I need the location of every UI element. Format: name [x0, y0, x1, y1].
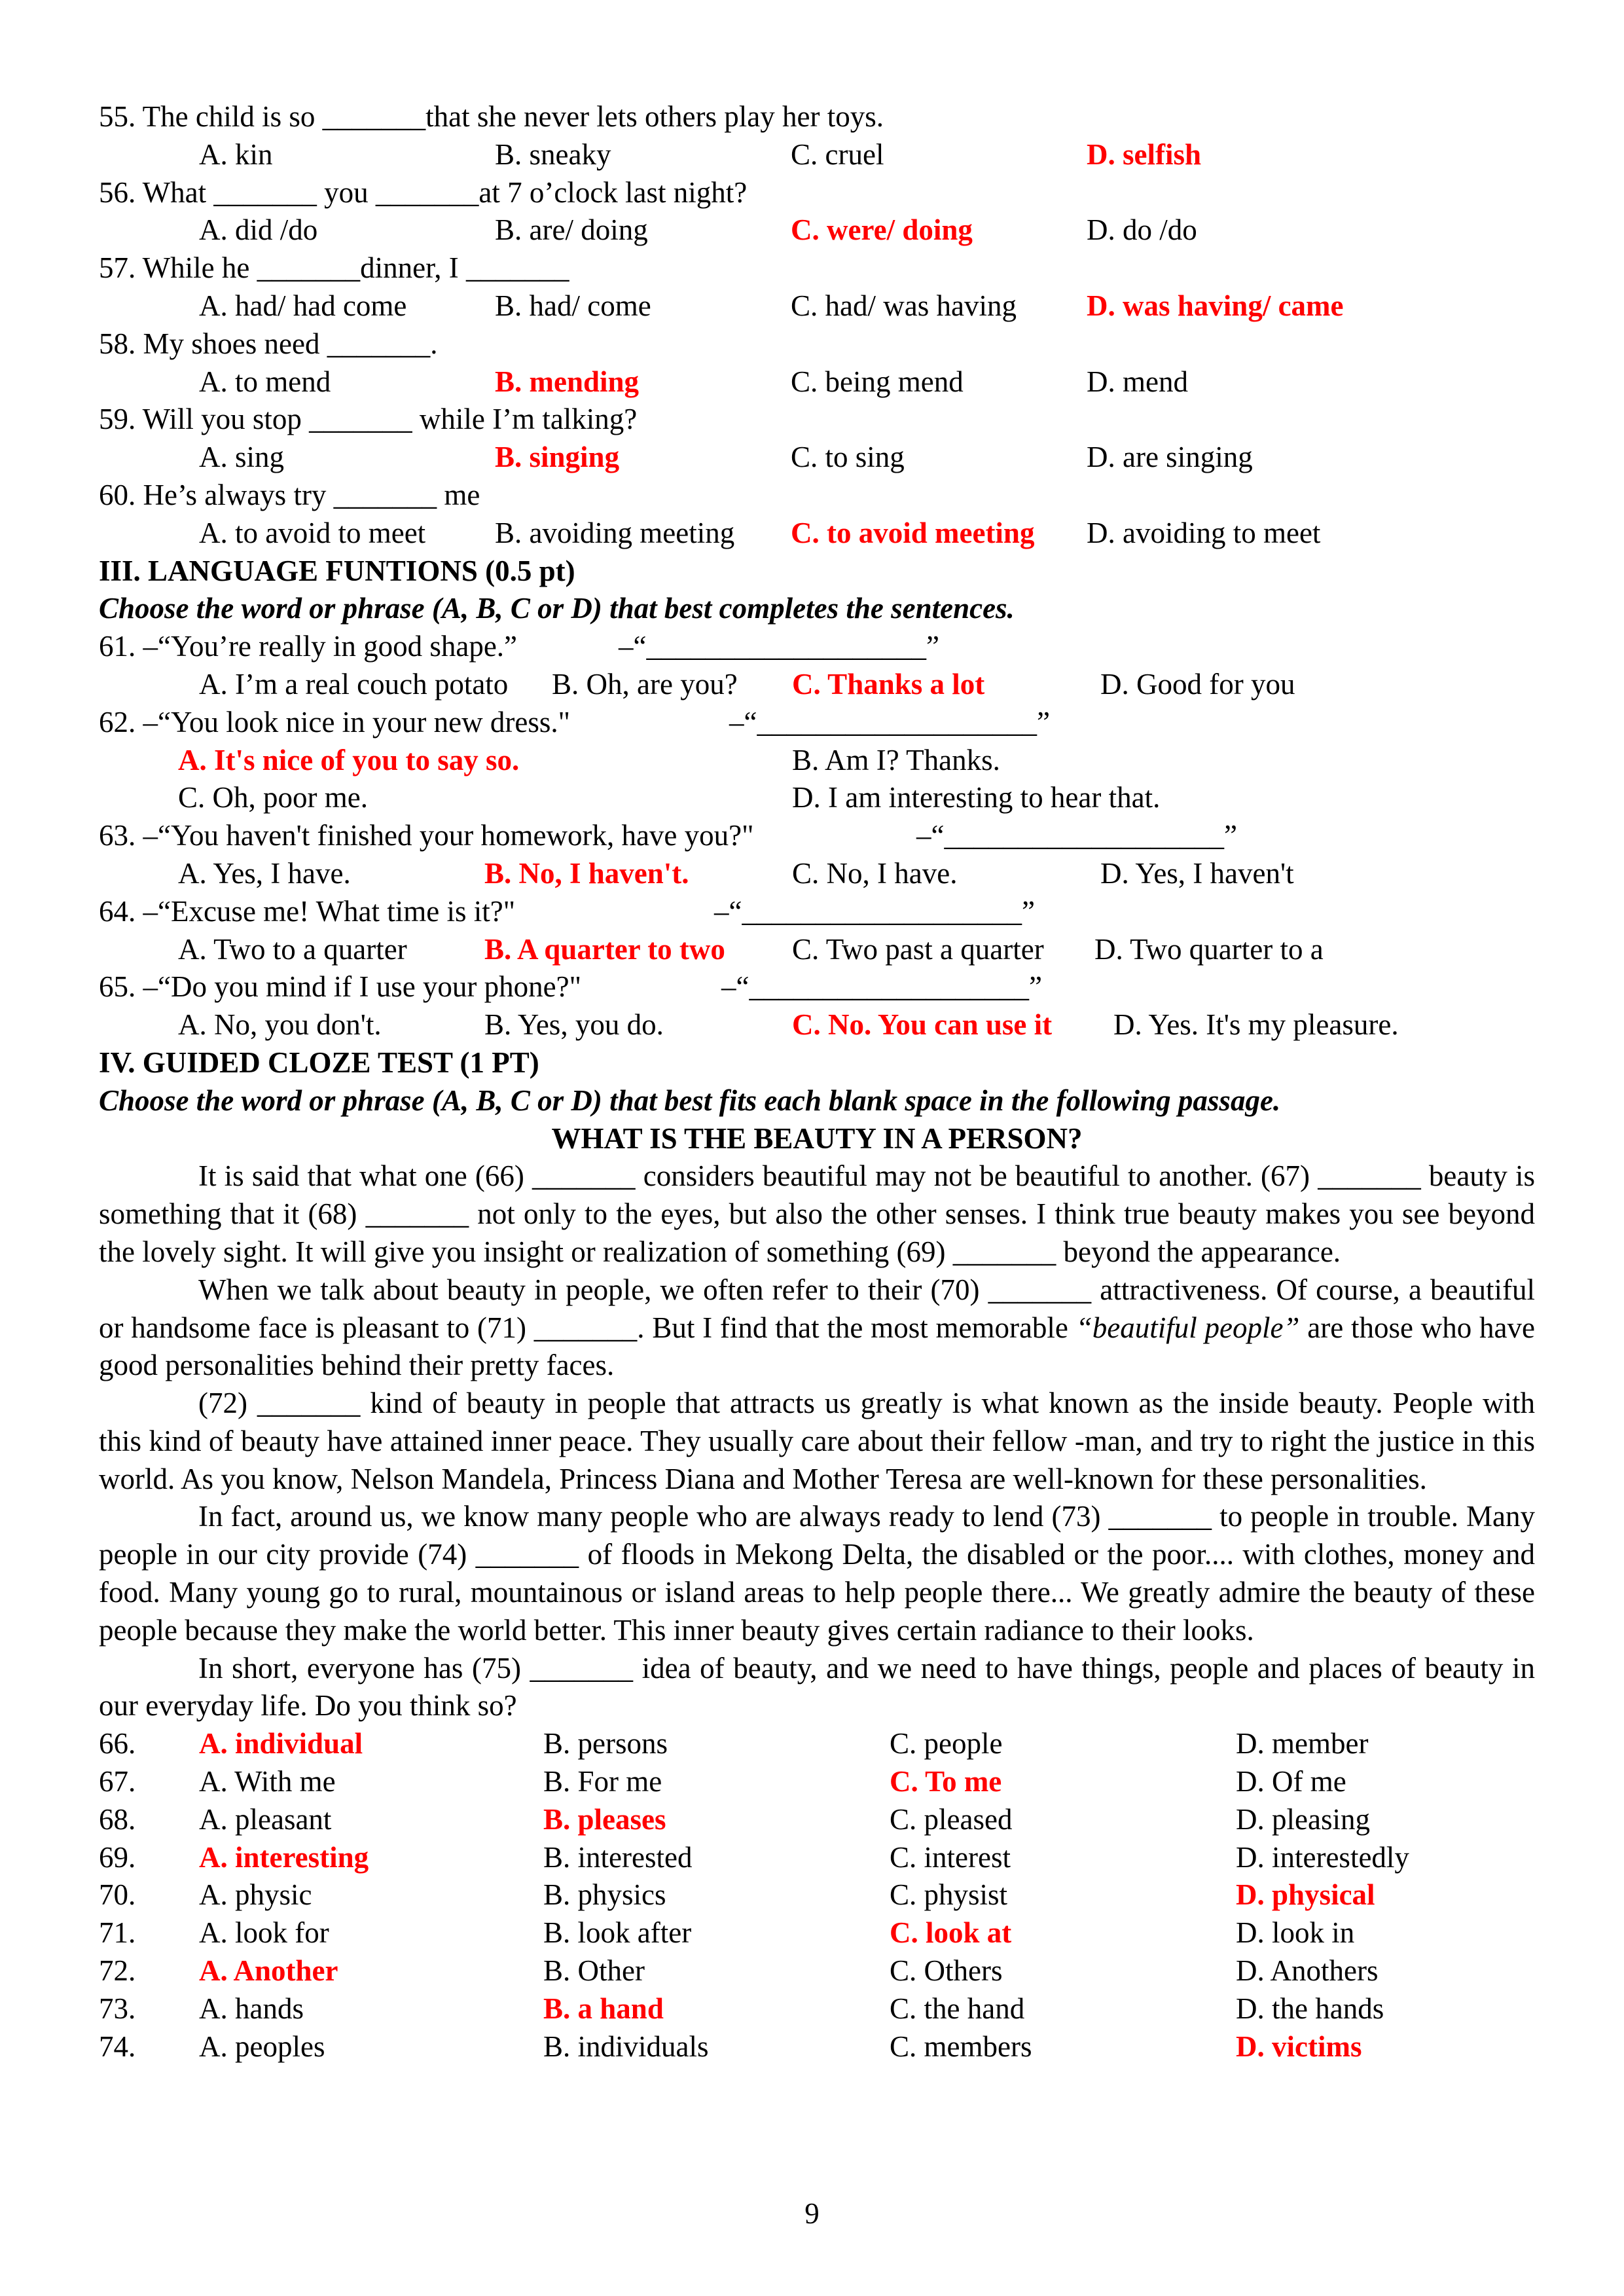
answer-option: A. sing — [199, 441, 285, 474]
question-row — [99, 742, 1535, 780]
question-row — [99, 174, 1535, 212]
correct-option: B. mending — [495, 365, 640, 398]
answer-option: D. member — [1236, 1727, 1369, 1760]
question-number: 69. — [99, 1840, 136, 1874]
answer-option: B. sneaky — [495, 137, 611, 171]
passage-paragraph: In short, everyone has (75) _______ idea of beauty, and we need to have things, people and places of beauty in our everyday life. Do you think so? — [99, 1651, 1535, 1722]
reply-blank: –“___________________” — [619, 630, 939, 663]
correct-option: A. Another — [199, 1954, 338, 1988]
question-stem: 62. –“You look nice in your new dress." — [99, 705, 570, 738]
section-heading-cloze: IV. GUIDED CLOZE TEST (1 PT) — [99, 1046, 539, 1079]
question-row — [99, 401, 1535, 439]
question-number: 66. — [99, 1727, 136, 1760]
answer-option: B. Oh, are you? — [552, 667, 738, 701]
answer-option: A. pleasant — [199, 1802, 332, 1836]
answer-option: B. are/ doing — [495, 213, 648, 247]
question-number: 70. — [99, 1878, 136, 1912]
correct-option: C. look at — [890, 1916, 1012, 1950]
question-number: 74. — [99, 2030, 136, 2063]
passage-title: WHAT IS THE BEAUTY IN A PERSON? — [551, 1121, 1083, 1155]
answer-option: D. look in — [1236, 1916, 1355, 1950]
answer-option: A. look for — [199, 1916, 329, 1950]
answer-option: D. Two quarter to a — [1094, 932, 1324, 966]
correct-option: A. It's nice of you to say so. — [178, 743, 520, 776]
question-stem: 60. He’s always try _______ me — [99, 478, 480, 511]
question-row — [99, 817, 1535, 855]
correct-option: C. to avoid meeting — [791, 516, 1035, 549]
correct-option: B. singing — [495, 441, 620, 474]
question-row — [99, 363, 1535, 401]
question-row — [99, 1725, 1535, 1763]
correct-option: C. To me — [890, 1765, 1002, 1798]
answer-option: B. avoiding meeting — [495, 516, 735, 549]
question-stem: 63. –“You haven't finished your homework, have you?" — [99, 819, 754, 852]
answer-option: D. Anothers — [1236, 1954, 1379, 1988]
question-row — [99, 779, 1535, 817]
answer-option: A. had/ had come — [199, 289, 407, 322]
question-row — [99, 211, 1535, 249]
section-heading-language-functions: III. LANGUAGE FUNTIONS (0.5 pt) — [99, 554, 575, 587]
answer-option: C. had/ was having — [791, 289, 1017, 322]
answer-option: B. look after — [543, 1916, 692, 1950]
question-row — [99, 98, 1535, 136]
worksheet-page — [99, 98, 1535, 2066]
answer-option: C. people — [890, 1727, 1003, 1760]
question-row — [99, 1876, 1535, 1914]
answer-option: C. being mend — [791, 365, 964, 398]
answer-option: D. Good for you — [1100, 667, 1295, 701]
question-row — [99, 855, 1535, 893]
answer-option: B. persons — [543, 1727, 668, 1760]
question-row — [99, 1839, 1535, 1877]
section-instruction: Choose the word or phrase (A, B, C or D) that best completes the sentences. — [99, 592, 1015, 625]
answer-option: B. individuals — [543, 2030, 709, 2063]
language-functions-questions — [99, 628, 1535, 1044]
answer-option: C. No, I have. — [792, 856, 958, 890]
question-row — [99, 1952, 1535, 1990]
question-row — [99, 249, 1535, 287]
passage-paragraph: When we talk about beauty in people, we often refer to their (70) _______ attractiveness. Of course, a beautiful or handsome face is pleasant to (71) _______. But I find that the most memorable “beautiful people” are those who have good personalities behind their pretty faces. — [99, 1273, 1535, 1382]
answer-option: D. mend — [1087, 365, 1188, 398]
correct-option: C. No. You can use it — [792, 1008, 1053, 1042]
section-instruction: Choose the word or phrase (A, B, C or D) that best fits each blank space in the following passage. — [99, 1084, 1281, 1117]
correct-option: B. A quarter to two — [484, 932, 725, 966]
answer-option: C. members — [890, 2030, 1032, 2063]
answer-option: A. to avoid to meet — [199, 516, 426, 549]
correct-option: D. physical — [1236, 1878, 1375, 1912]
answer-option: A. With me — [199, 1765, 336, 1798]
correct-option: B. pleases — [543, 1802, 666, 1836]
question-number: 72. — [99, 1954, 136, 1988]
question-number: 68. — [99, 1802, 136, 1836]
question-row — [99, 704, 1535, 742]
answer-option: B. interested — [543, 1840, 693, 1874]
answer-option: C. pleased — [890, 1802, 1013, 1836]
reply-blank: –“___________________” — [916, 819, 1237, 852]
quoted-phrase: “beautiful people” — [1075, 1311, 1300, 1344]
correct-option: D. victims — [1236, 2030, 1362, 2063]
question-row — [99, 439, 1535, 477]
answer-option: A. No, you don't. — [178, 1008, 382, 1042]
answer-option: D. the hands — [1236, 1992, 1384, 2025]
correct-option: D. was having/ came — [1087, 289, 1344, 322]
answer-option: C. interest — [890, 1840, 1011, 1874]
answer-option: A. I’m a real couch potato — [199, 667, 509, 701]
answer-option: D. Yes. It's my pleasure. — [1113, 1008, 1399, 1042]
reply-blank: –“___________________” — [721, 970, 1042, 1004]
answer-option: B. had/ come — [495, 289, 651, 322]
answer-option: C. Others — [890, 1954, 1003, 1988]
reply-blank: –“___________________” — [729, 705, 1050, 738]
page-number: 9 — [804, 2197, 820, 2230]
answer-option: B. physics — [543, 1878, 666, 1912]
passage-paragraph: (72) _______ kind of beauty in people that attracts us greatly is what known as the inside beauty. People with this kind of beauty have attained inner peace. They usually care about their fellow -man, and try to right the justice in this world. As you know, Nelson Mandela, Princess Diana and Mother Teresa are well-known for these personalities. — [99, 1387, 1535, 1495]
question-row — [99, 477, 1535, 515]
correct-option: C. Thanks a lot — [792, 667, 985, 701]
question-stem: 57. While he _______dinner, I _______ — [99, 251, 569, 285]
answer-option: B. Am I? Thanks. — [792, 743, 1000, 776]
question-stem: 58. My shoes need _______. — [99, 327, 438, 360]
correct-option: B. No, I haven't. — [484, 856, 689, 890]
question-stem: 59. Will you stop _______ while I’m talking? — [99, 403, 638, 436]
answer-option: D. I am interesting to hear that. — [792, 781, 1161, 814]
answer-option: B. Other — [543, 1954, 645, 1988]
answer-option: A. Two to a quarter — [178, 932, 407, 966]
question-stem: 65. –“Do you mind if I use your phone?" — [99, 970, 581, 1004]
question-row — [99, 136, 1535, 174]
reply-blank: –“___________________” — [714, 894, 1035, 928]
answer-option: C. physist — [890, 1878, 1008, 1912]
passage-paragraph: It is said that what one (66) _______ considers beautiful may not be beautiful to another. (67) _______ beauty is something that it (68) _______ not only to the eyes, but also the other senses. I think true beauty makes you see beyond the lovely sight. It will give you insight or realization of something (69) _______ beyond the appearance. — [99, 1159, 1535, 1268]
question-row — [99, 2028, 1535, 2066]
answer-option: A. peoples — [199, 2030, 325, 2063]
question-number: 71. — [99, 1916, 136, 1950]
question-number: 73. — [99, 1992, 136, 2025]
multiple-choice-section — [99, 98, 1535, 553]
answer-option: C. Oh, poor me. — [178, 781, 368, 814]
correct-option: C. were/ doing — [791, 213, 973, 247]
question-row — [99, 893, 1535, 931]
answer-option: D. Of me — [1236, 1765, 1346, 1798]
correct-option: D. selfish — [1087, 137, 1202, 171]
answer-option: A. Yes, I have. — [178, 856, 351, 890]
question-row — [99, 1006, 1535, 1044]
answer-option: D. Yes, I haven't — [1100, 856, 1294, 890]
correct-option: A. interesting — [199, 1840, 369, 1874]
question-row — [99, 628, 1535, 666]
answer-option: D. do /do — [1087, 213, 1197, 247]
question-row — [99, 1990, 1535, 2028]
answer-option: A. to mend — [199, 365, 331, 398]
answer-option: C. to sing — [791, 441, 905, 474]
question-stem: 61. –“You’re really in good shape.” — [99, 630, 518, 663]
question-row — [99, 968, 1535, 1006]
question-row — [99, 325, 1535, 363]
answer-option: A. kin — [199, 137, 273, 171]
correct-option: B. a hand — [543, 1992, 664, 2025]
answer-option: C. the hand — [890, 1992, 1025, 2025]
answer-option: B. For me — [543, 1765, 662, 1798]
question-row — [99, 931, 1535, 969]
question-stem: 55. The child is so _______that she never lets others play her toys. — [99, 100, 884, 133]
answer-option: D. avoiding to meet — [1087, 516, 1321, 549]
question-row — [99, 666, 1535, 704]
correct-option: A. individual — [199, 1727, 363, 1760]
answer-option: D. interestedly — [1236, 1840, 1409, 1874]
answer-option: C. cruel — [791, 137, 884, 171]
cloze-answers — [99, 1725, 1535, 2066]
question-row — [99, 1914, 1535, 1952]
question-row — [99, 1801, 1535, 1839]
question-row — [99, 515, 1535, 553]
answer-option: D. pleasing — [1236, 1802, 1370, 1836]
question-number: 67. — [99, 1765, 136, 1798]
answer-option: A. did /do — [199, 213, 318, 247]
answer-option: A. hands — [199, 1992, 304, 2025]
answer-option: A. physic — [199, 1878, 312, 1912]
question-row — [99, 1763, 1535, 1801]
question-stem: 56. What _______ you _______at 7 o’clock last night? — [99, 175, 748, 209]
question-stem: 64. –“Excuse me! What time is it?" — [99, 894, 516, 928]
answer-option: D. are singing — [1087, 441, 1253, 474]
answer-option: B. Yes, you do. — [484, 1008, 664, 1042]
passage-paragraph: In fact, around us, we know many people who are always ready to lend (73) _______ to people in trouble. Many people in our city provide (74) _______ of floods in Mekong Delta, the disabled or the poor.... with clothes, money and food. Many young go to rural, mountainous or island areas to help people there... We greatly admire the beauty of these people because they make the world better. This inner beauty gives certain radiance to their looks. — [99, 1500, 1535, 1647]
question-row — [99, 287, 1535, 325]
answer-option: C. Two past a quarter — [792, 932, 1044, 966]
